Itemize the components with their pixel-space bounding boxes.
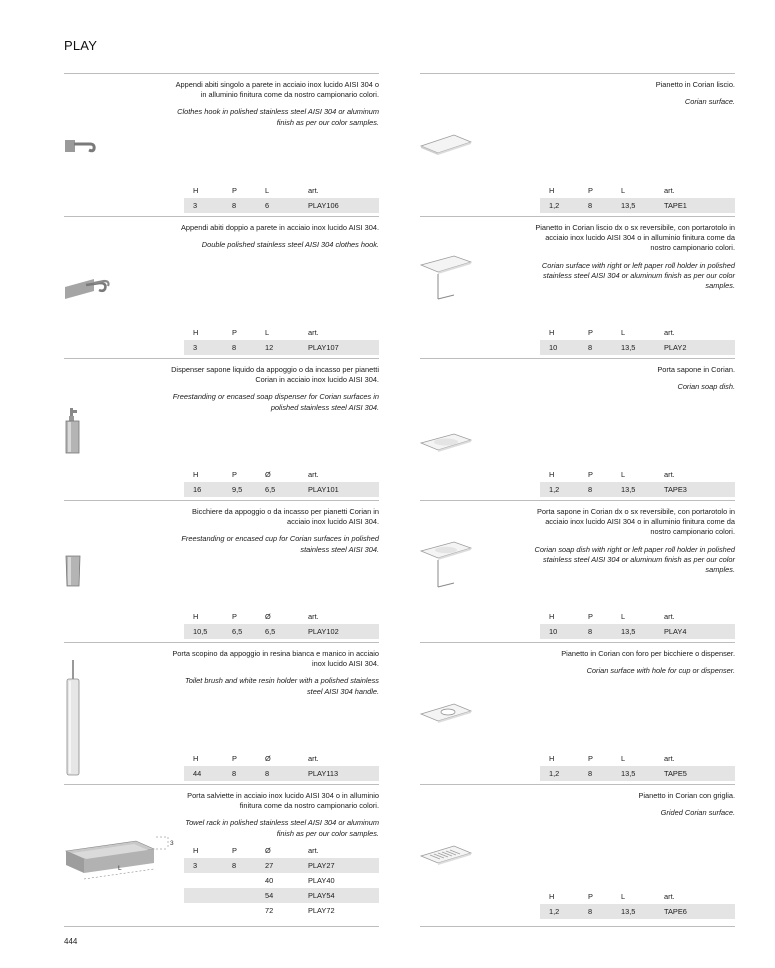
product-entry [64, 500, 379, 642]
spec-row: 1,2 8 13,5 TAPE3 [540, 482, 735, 497]
spec-table [540, 751, 735, 781]
spec-row: 1,2 8 13,5 TAPE6 [540, 904, 735, 919]
grid-shelf-icon [420, 843, 472, 867]
product-entry [64, 216, 379, 358]
description-italian: Porta sapone in Corian. [657, 365, 735, 374]
spec-header-row: H P L art. [549, 328, 675, 337]
description-english: Corian soap dish with right or left paper roll holder in polished stainless steel AISI 304 or aluminum finish as per our color samples. [534, 544, 735, 575]
spec-row: 3 8 12 PLAY107 [184, 340, 379, 355]
spec-header-row: H P Ø art. [193, 470, 319, 479]
spec-table [184, 751, 379, 781]
spec-header-row: H P L art. [549, 892, 675, 901]
soap-dish-icon [420, 431, 472, 453]
spec-row: 3 8 27 PLAY27 [184, 858, 379, 873]
description-english: Towel rack in polished stainless steel AISI 304 or aluminum finish as per our color samples. [185, 818, 379, 838]
description-english: Toilet brush and white resin holder with a polished stainless steel AISI 304 handle. [184, 676, 379, 696]
product-description [169, 507, 379, 555]
spec-row: 3 8 6 PLAY106 [184, 198, 379, 213]
spec-row: 44 8 8 PLAY113 [184, 766, 379, 781]
soap-dispenser-icon [64, 407, 82, 455]
description-english: Clothes hook in polished stainless steel AISI 304 or aluminum finish as per our color samples. [177, 107, 379, 127]
spec-table [540, 467, 735, 497]
shelf-hole-icon [420, 701, 472, 725]
product-entry [420, 784, 735, 927]
description-english: Corian soap dish. [677, 382, 735, 392]
towel-rack-icon [64, 829, 176, 885]
spec-header-row: H P L art. [549, 754, 675, 763]
spec-header-row: H P L art. [549, 470, 675, 479]
product-description [169, 223, 379, 250]
spec-row: 72 PLAY72 [265, 906, 335, 915]
product-description [169, 791, 379, 839]
description-english: Freestanding or encased cup for Corian surfaces in polished stainless steel AISI 304. [181, 534, 379, 554]
description-italian: Pianetto in Corian con griglia. [638, 791, 735, 800]
spec-row: 10 8 13,5 PLAY4 [540, 624, 735, 639]
description-english: Corian surface with hole for cup or dispenser. [586, 666, 735, 676]
product-entry [420, 216, 735, 358]
toilet-brush-icon [64, 659, 82, 777]
product-entry [64, 358, 379, 500]
spec-table [540, 889, 735, 919]
spec-row: 40 PLAY40 [265, 876, 335, 885]
corian-shelf-icon [420, 132, 472, 156]
description-italian: Bicchiere da appoggio o da incasso per pianetti Corian in acciaio inox lucido AISI 304. [192, 507, 379, 527]
spec-row: 1,2 8 13,5 TAPE5 [540, 766, 735, 781]
description-italian: Porta scopino da appoggio in resina bianca e manico in acciaio inox lucido AISI 304. [172, 649, 379, 669]
product-entry [420, 642, 735, 784]
spec-header-row: H P Ø art. [193, 754, 319, 763]
spec-header-row: H P Ø art. [193, 612, 319, 621]
product-description [525, 223, 735, 291]
description-italian: Appendi abiti singolo a parete in acciaio inox lucido AISI 304 o in alluminio finitura come da nostro campionario colori. [175, 80, 379, 100]
spec-table [540, 325, 735, 355]
page-title: PLAY [64, 38, 98, 53]
product-description [169, 649, 379, 697]
product-description [525, 649, 735, 676]
soap-dish-roll-holder-icon [420, 539, 472, 591]
spec-table [540, 183, 735, 213]
description-english: Grided Corian surface. [660, 808, 735, 818]
product-entry [64, 642, 379, 784]
cup-icon [64, 554, 82, 588]
description-italian: Porta salviette in acciaio inox lucido AISI 304 o in alluminio finitura come da nostro campionario colori. [187, 791, 379, 811]
product-description [525, 80, 735, 107]
page-number: 444 [64, 937, 78, 946]
dimension-label-length: L [118, 865, 122, 872]
description-italian: Pianetto in Corian liscio. [655, 80, 735, 89]
spec-table [184, 843, 379, 918]
description-english: Corian surface with right or left paper roll holder in polished stainless steel AISI 304 or aluminum finish as per our color samples. [541, 260, 735, 291]
spec-table [184, 325, 379, 355]
description-english: Freestanding or encased soap dispenser for Corian surfaces in polished stainless steel AISI 304. [172, 392, 379, 412]
product-entry [64, 784, 379, 927]
spec-header-row: H P L art. [193, 328, 319, 337]
product-description [169, 80, 379, 128]
spec-header-row: H P L art. [193, 186, 319, 195]
spec-row: 10,5 6,5 6,5 PLAY102 [184, 624, 379, 639]
description-italian: Appendi abiti doppio a parete in acciaio inox lucido AISI 304. [180, 223, 379, 232]
product-description [525, 791, 735, 818]
spec-row: 54 PLAY54 [184, 888, 379, 903]
spec-header-row: H P L art. [549, 186, 675, 195]
spec-table [540, 609, 735, 639]
single-hook-icon [64, 134, 98, 156]
spec-row: 10 8 13,5 PLAY2 [540, 340, 735, 355]
spec-header-row: H P L art. [549, 612, 675, 621]
product-entry [420, 500, 735, 642]
double-hook-icon [64, 273, 110, 301]
spec-table [184, 467, 379, 497]
product-description [525, 507, 735, 575]
description-italian: Pianetto in Corian con foro per bicchiere o dispenser. [561, 649, 735, 658]
product-entry [64, 73, 379, 216]
description-italian: Dispenser sapone liquido da appoggio o da incasso per pianetti Corian in acciaio inox lucido AISI 304. [171, 365, 379, 385]
product-description [169, 365, 379, 413]
spec-header-row: H P Ø art. [193, 846, 319, 855]
spec-row: 1,2 8 13,5 TAPE1 [540, 198, 735, 213]
shelf-roll-holder-icon [420, 253, 472, 303]
product-entry [420, 73, 735, 216]
spec-table [184, 609, 379, 639]
description-english: Corian surface. [684, 97, 735, 107]
description-italian: Pianetto in Corian liscio dx o sx reversibile, con portarotolo in acciaio inox lucido AISI 304 o in alluminio finitura come da nostro campionario colori. [535, 223, 735, 253]
description-english: Double polished stainless steel AISI 304 clothes hook. [201, 240, 379, 250]
spec-row: 16 9,5 6,5 PLAY101 [184, 482, 379, 497]
dimension-label-height: 3 [170, 840, 174, 847]
spec-table [184, 183, 379, 213]
description-italian: Porta sapone in Corian dx o sx reversibile, con portarotolo in acciaio inox lucido AISI 304 o in alluminio finitura come da nostro campionario colori. [536, 507, 735, 537]
product-description [525, 365, 735, 392]
product-entry [420, 358, 735, 500]
